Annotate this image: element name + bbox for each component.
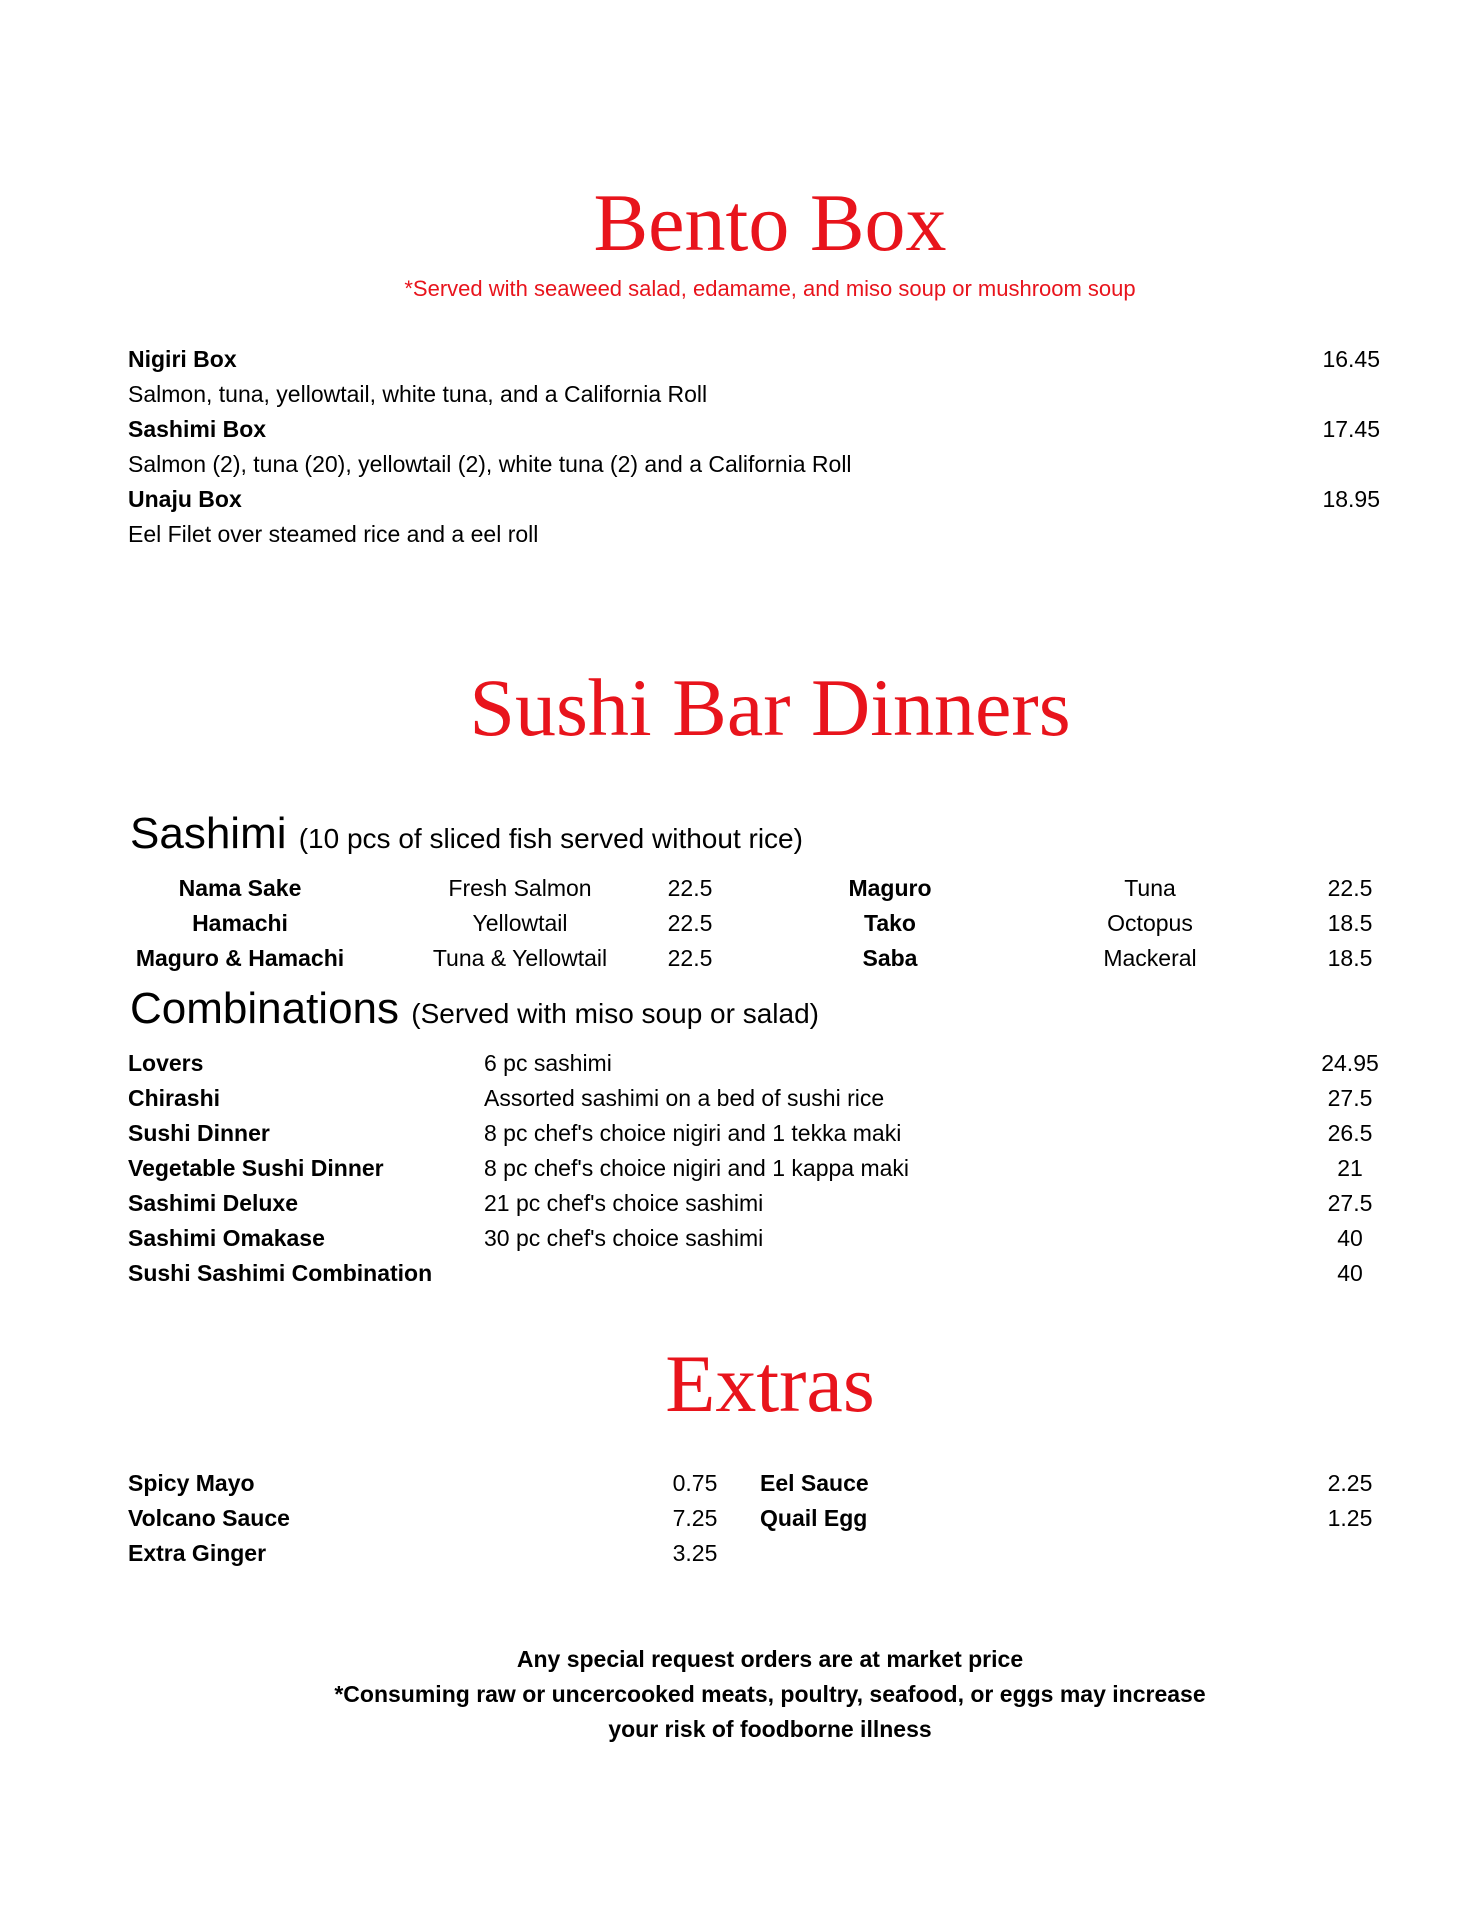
combination-name: Sashimi Omakase — [128, 1225, 325, 1251]
sushi-bar-dinners-title: Sushi Bar Dinners — [469, 662, 1071, 753]
bento-box-title: Bento Box — [593, 177, 947, 268]
combinations-heading — [130, 984, 819, 1033]
extras-title: Extras — [665, 1338, 875, 1429]
sashimi-price: 22.5 — [667, 945, 713, 971]
bento-item-desc: Salmon (2), tuna (20), yellowtail (2), white tuna (2) and a California Roll — [128, 451, 852, 477]
combination-desc: 8 pc chef's choice nigiri and 1 tekka maki — [484, 1120, 902, 1146]
sashimi-japanese-name: Nama Sake — [178, 875, 302, 901]
combination-name: Vegetable Sushi Dinner — [128, 1155, 384, 1181]
combinations-heading-text: Combinations — [130, 984, 400, 1033]
combination-price: 40 — [1337, 1260, 1363, 1286]
combination-name: Sushi Sashimi Combination — [128, 1260, 433, 1286]
combination-item — [0, 1087, 1484, 1117]
sashimi-english-name: Yellowtail — [472, 910, 568, 936]
extra-item-name: Volcano Sauce — [128, 1505, 290, 1531]
sashimi-row — [0, 912, 1484, 942]
sashimi-english-name: Tuna — [1124, 875, 1176, 901]
sashimi-english-name: Octopus — [1107, 910, 1193, 936]
sashimi-heading-note: (10 pcs of sliced fish served without rice) — [298, 823, 803, 854]
combination-name: Lovers — [128, 1050, 204, 1076]
sashimi-price: 22.5 — [1327, 875, 1373, 901]
sashimi-japanese-name: Maguro & Hamachi — [135, 945, 345, 971]
footer-health-warning: *Consuming raw or uncercooked meats, poultry, seafood, or eggs may increase — [334, 1681, 1206, 1707]
extras-row — [0, 1507, 1484, 1537]
combination-desc: Assorted sashimi on a bed of sushi rice — [484, 1085, 885, 1111]
extra-item-name: Eel Sauce — [760, 1470, 869, 1496]
extra-item-price: 7.25 — [672, 1505, 718, 1531]
sashimi-japanese-name: Hamachi — [192, 910, 288, 936]
combination-desc: 6 pc sashimi — [484, 1050, 612, 1076]
sashimi-row — [0, 947, 1484, 977]
extra-item-price: 1.25 — [1327, 1505, 1373, 1531]
combination-item — [0, 1262, 1484, 1292]
extra-item-price: 0.75 — [672, 1470, 718, 1496]
combination-price: 26.5 — [1327, 1120, 1373, 1146]
footer-market-price-note: Any special request orders are at market price — [516, 1646, 1024, 1672]
extra-item-name: Quail Egg — [760, 1505, 868, 1531]
sashimi-price: 22.5 — [667, 910, 713, 936]
combination-name: Sushi Dinner — [128, 1120, 270, 1146]
combination-name: Sashimi Deluxe — [128, 1190, 299, 1216]
sashimi-price: 18.5 — [1327, 945, 1373, 971]
bento-item-name: Nigiri Box — [128, 346, 237, 372]
sashimi-row — [0, 877, 1484, 907]
sashimi-english-name: Tuna & Yellowtail — [432, 945, 608, 971]
combination-item — [0, 1192, 1484, 1222]
sashimi-price: 22.5 — [667, 875, 713, 901]
extra-item-price: 2.25 — [1327, 1470, 1373, 1496]
combination-price: 24.95 — [1321, 1050, 1379, 1076]
footer-health-warning-continued: your risk of foodborne illness — [608, 1716, 932, 1742]
sashimi-heading-text: Sashimi — [130, 809, 287, 858]
combination-item — [0, 1227, 1484, 1257]
bento-item-desc: Salmon, tuna, yellowtail, white tuna, and a California Roll — [128, 381, 708, 407]
bento-item-name: Unaju Box — [128, 486, 242, 512]
extra-item-price: 3.25 — [672, 1540, 718, 1566]
sashimi-price: 18.5 — [1327, 910, 1373, 936]
extra-item-name: Extra Ginger — [128, 1540, 267, 1566]
extras-row — [0, 1542, 1484, 1572]
combination-price: 21 — [1337, 1155, 1363, 1181]
sashimi-japanese-name: Tako — [864, 910, 916, 936]
sashimi-heading — [130, 809, 803, 858]
combination-price: 27.5 — [1327, 1085, 1373, 1111]
combination-price: 27.5 — [1327, 1190, 1373, 1216]
bento-item-desc: Eel Filet over steamed rice and a eel roll — [128, 521, 539, 547]
extras-row — [0, 1472, 1484, 1502]
bento-item-name: Sashimi Box — [128, 416, 267, 442]
bento-item-price: 18.95 — [1322, 486, 1380, 512]
combination-desc: 8 pc chef's choice nigiri and 1 kappa maki — [484, 1155, 910, 1181]
combination-price: 40 — [1337, 1225, 1363, 1251]
sashimi-japanese-name: Saba — [862, 945, 918, 971]
bento-item-price: 17.45 — [1322, 416, 1380, 442]
combination-item — [0, 1157, 1484, 1187]
combination-item — [0, 1122, 1484, 1152]
extra-item-name: Spicy Mayo — [128, 1470, 255, 1496]
combination-name: Chirashi — [128, 1085, 221, 1111]
combination-desc: 30 pc chef's choice sashimi — [484, 1225, 764, 1251]
sashimi-english-name: Fresh Salmon — [448, 875, 592, 901]
sashimi-japanese-name: Maguro — [848, 875, 932, 901]
combination-desc: 21 pc chef's choice sashimi — [484, 1190, 764, 1216]
combination-item — [0, 1052, 1484, 1082]
bento-box-subtitle: *Served with seaweed salad, edamame, and miso soup or mushroom soup — [404, 276, 1136, 301]
bento-item-price: 16.45 — [1322, 346, 1380, 372]
sashimi-english-name: Mackeral — [1103, 945, 1197, 971]
combinations-heading-note: (Served with miso soup or salad) — [411, 998, 819, 1029]
